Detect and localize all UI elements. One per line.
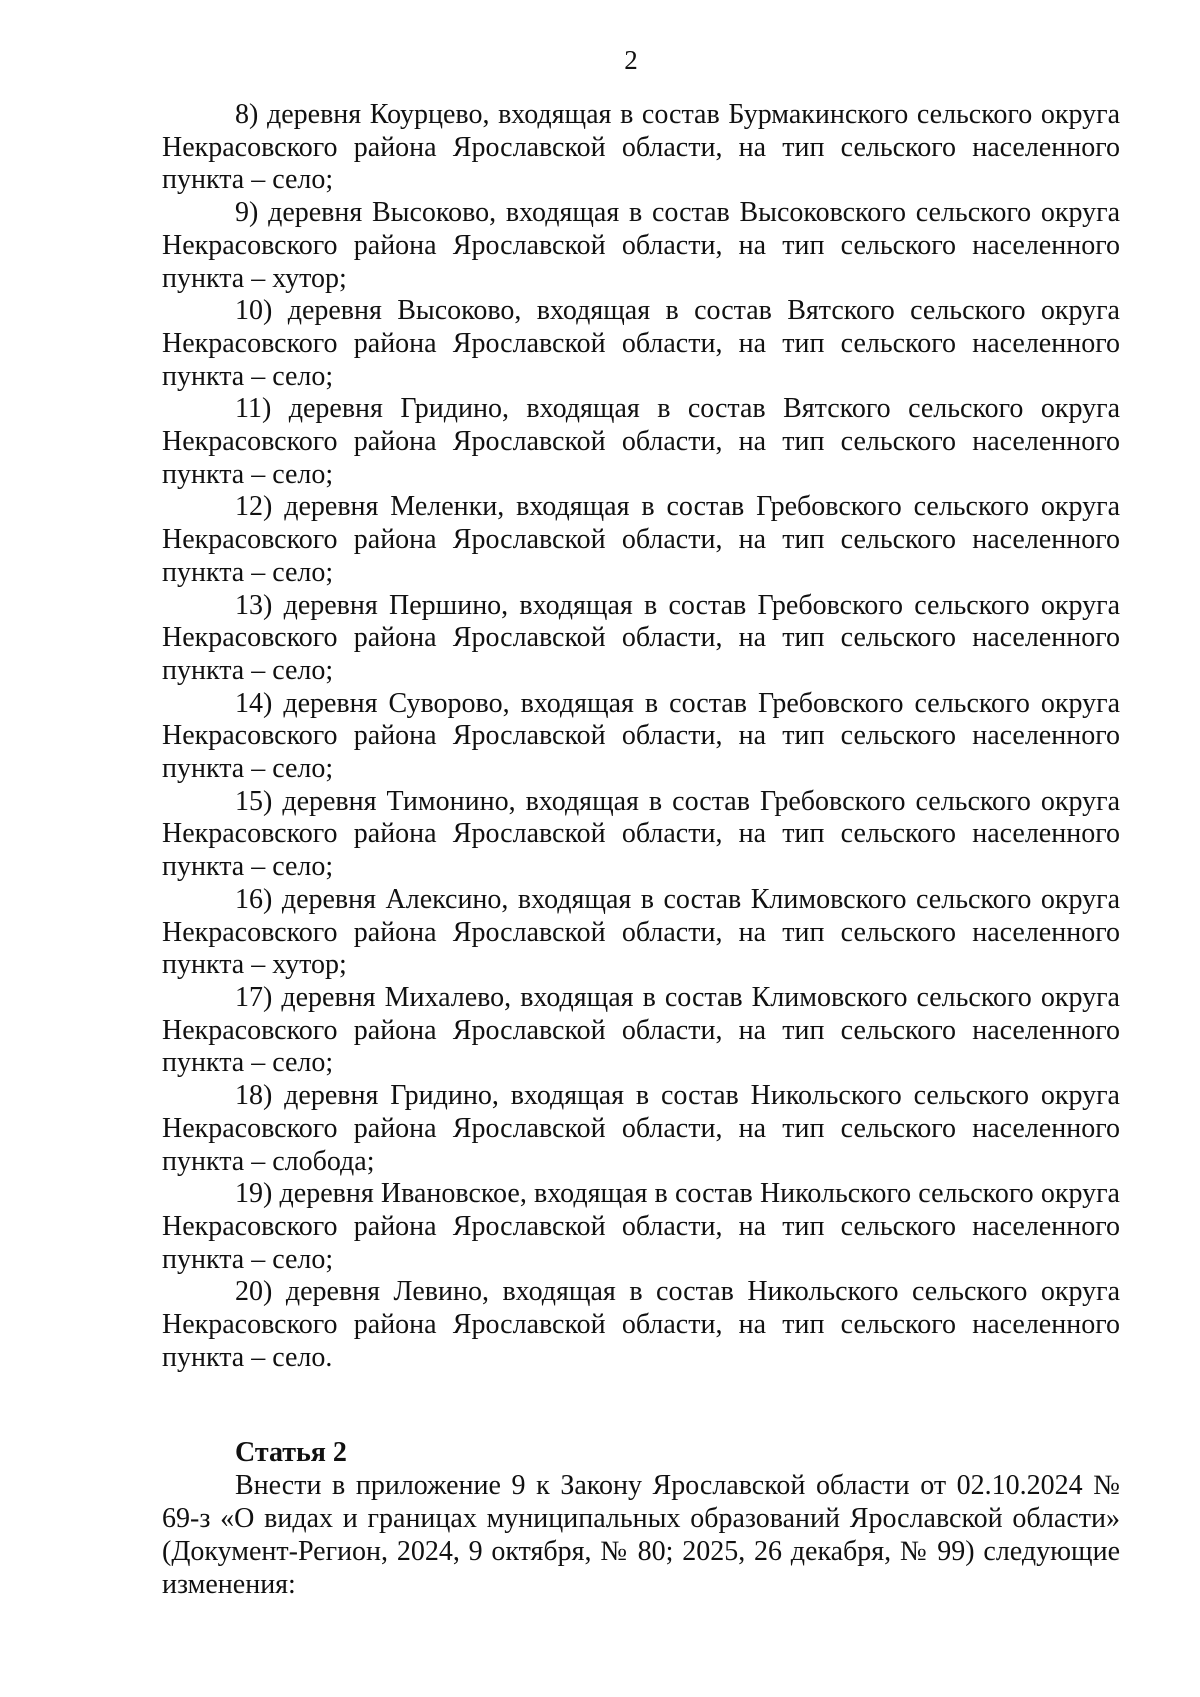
list-item: 9) деревня Высоково, входящая в состав Высоковского сельского округа Некрасовского района Ярославской области, на тип сельского населенного пункта – хутор; (162, 197, 1120, 294)
list-item: 16) деревня Алексино, входящая в состав Климовского сельского округа Некрасовского района Ярославской области, на тип сельского населенного пункта – хутор; (162, 883, 1120, 981)
list-item: 13) деревня Першино, входящая в состав Гребовского сельского округа Некрасовского района Ярославской области, на тип сельского населенного пункта – село; (162, 589, 1120, 686)
list-item: 14) деревня Суворово, входящая в состав Гребовского сельского округа Некрасовского района Ярославской области, на тип сельского населенного пункта – село; (162, 687, 1120, 785)
article-heading: Статья 2 (235, 1437, 347, 1469)
page-number: 2 (624, 45, 638, 75)
document-body (162, 99, 1120, 1601)
list-item: 17) деревня Михалево, входящая в состав Климовского сельского округа Некрасовского района Ярославской области, на тип сельского населенного пункта – село; (162, 981, 1120, 1079)
list-item: 12) деревня Меленки, входящая в состав Гребовского сельского округа Некрасовского района Ярославской области, на тип сельского населенного пункта – село; (162, 491, 1120, 588)
list-item: 18) деревня Гридино, входящая в состав Никольского сельского округа Некрасовского района Ярославской области, на тип сельского населенного пункта – слобода; (162, 1080, 1120, 1177)
items-list (162, 99, 1120, 1374)
list-item: 11) деревня Гридино, входящая в состав Вятского сельского округа Некрасовского района Ярославской области, на тип сельского населенного пункта – село; (162, 393, 1120, 490)
list-item: 20) деревня Левино, входящая в состав Никольского сельского округа Некрасовского района Ярославской области, на тип сельского населенного пункта – село. (162, 1276, 1120, 1373)
list-item: 15) деревня Тимонино, входящая в состав Гребовского сельского округа Некрасовского района Ярославской области, на тип сельского населенного пункта – село; (162, 785, 1120, 883)
article-text: Внести в приложение 9 к Закону Ярославской области от 02.10.2024 № 69-з «О видах и границах муниципальных образований Ярославской области» (Документ-Регион, 2024, 9 октября, № 80; 2025, 26 декабря, № 99) следующие изменения: (162, 1470, 1120, 1600)
list-item: 8) деревня Коурцево, входящая в состав Бурмакинского сельского округа Некрасовского района Ярославской области, на тип сельского населенного пункта – село; (162, 99, 1120, 196)
list-item: 19) деревня Ивановское, входящая в состав Никольского сельского округа Некрасовского района Ярославской области, на тип сельского населенного пункта – село; (162, 1178, 1120, 1275)
list-item: 10) деревня Высоково, входящая в состав Вятского сельского округа Некрасовского района Ярославской области, на тип сельского населенного пункта – село; (162, 295, 1120, 392)
